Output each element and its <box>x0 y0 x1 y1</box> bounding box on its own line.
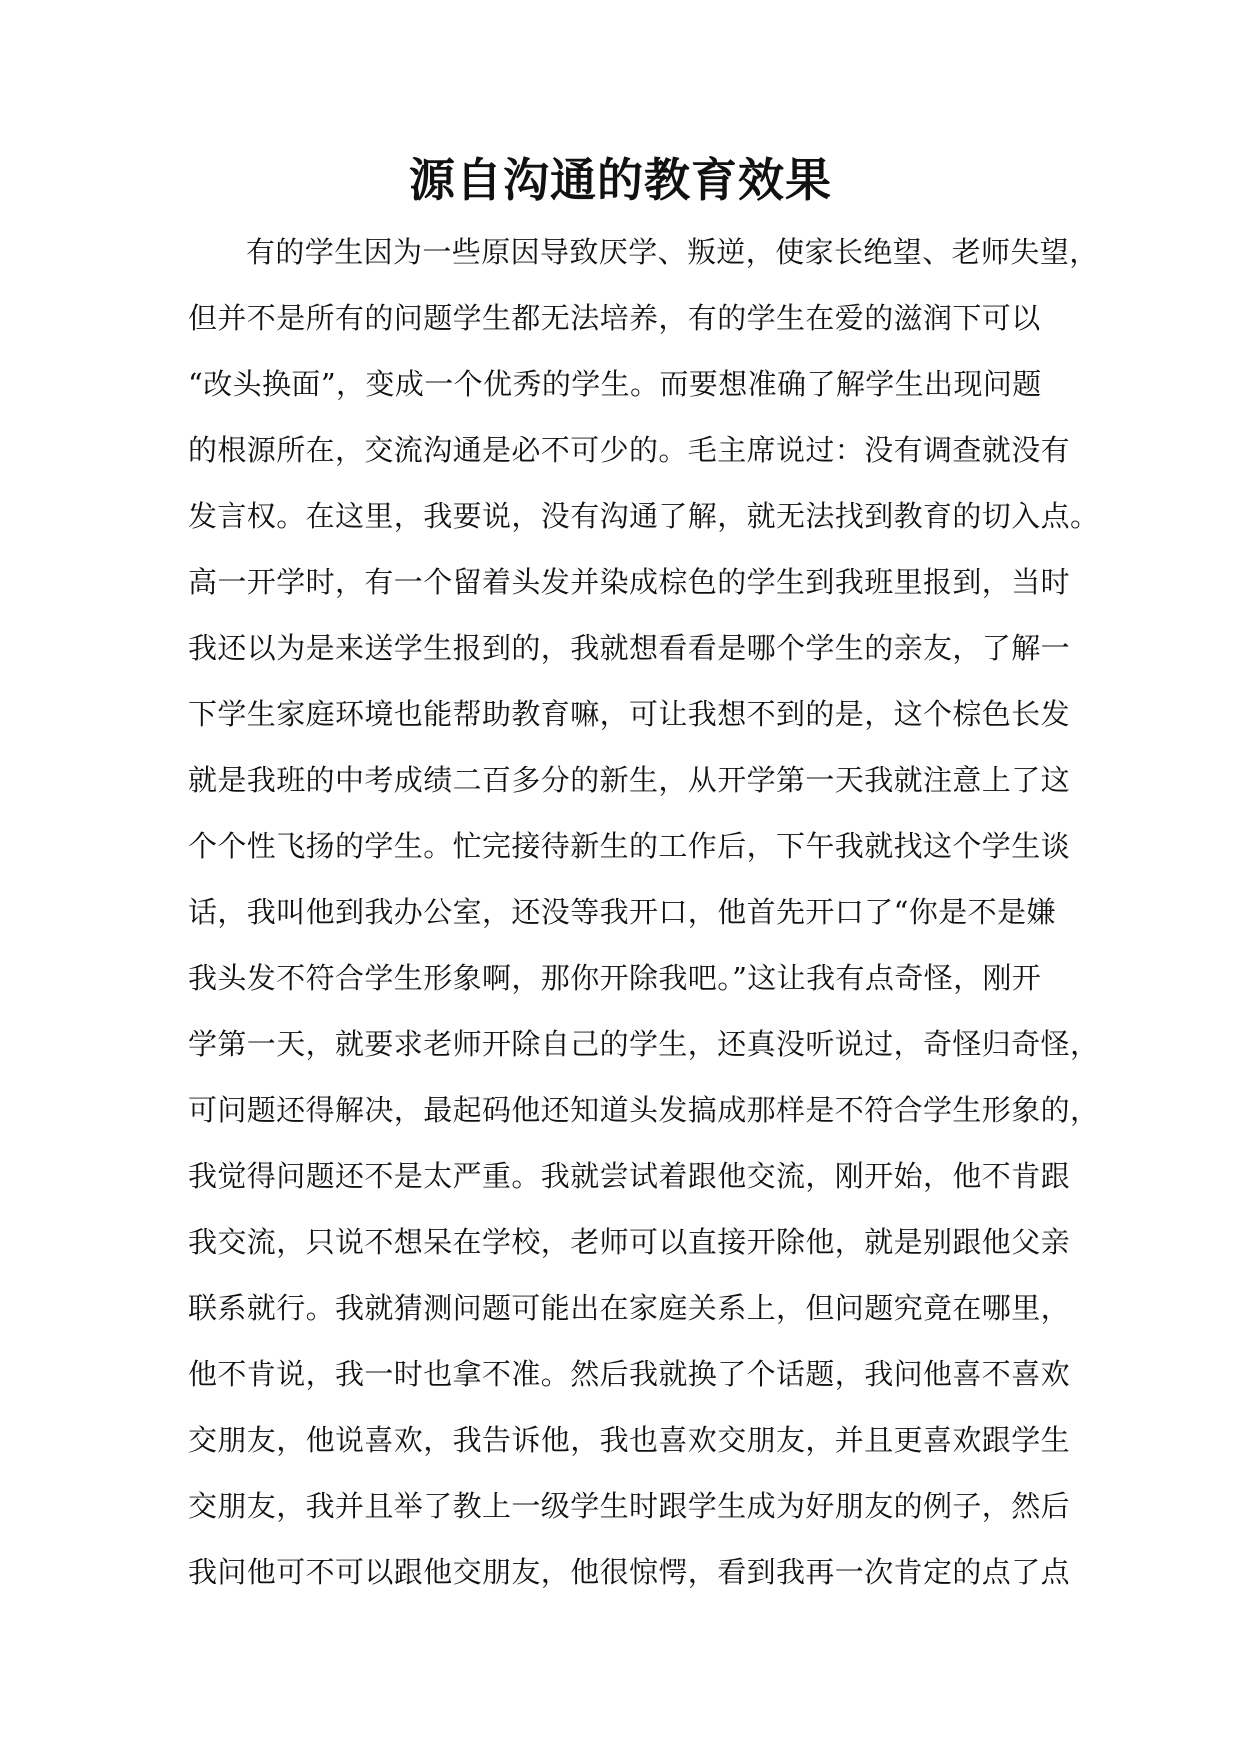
paragraph-line: 学第一天，就要求老师开除自己的学生，还真没听说过，奇怪归奇怪， <box>188 1027 1100 1061</box>
paragraph-line: 有的学生因为一些原因导致厌学、叛逆，使家长绝望、老师失望， <box>246 235 1099 269</box>
paragraph-line: 我交流，只说不想呆在学校，老师可以直接开除他，就是别跟他父亲 <box>188 1225 1071 1259</box>
paragraph-line: 联系就行。我就猜测问题可能出在家庭关系上，但问题究竟在哪里， <box>188 1291 1071 1325</box>
paragraph-line: 我觉得问题还不是太严重。我就尝试着跟他交流，刚开始，他不肯跟 <box>188 1159 1071 1193</box>
paragraph-line: 高一开学时，有一个留着头发并染成棕色的学生到我班里报到，当时 <box>188 565 1071 599</box>
paragraph-line: 话，我叫他到我办公室，还没等我开口，他首先开口了“你是不是嫌 <box>188 895 1056 929</box>
paragraph-line: 但并不是所有的问题学生都无法培养，有的学生在爱的滋润下可以 <box>188 301 1041 335</box>
paragraph-line: 发言权。在这里，我要说，没有沟通了解，就无法找到教育的切入点。 <box>188 499 1100 533</box>
paragraph-line: 我问他可不可以跟他交朋友，他很惊愕，看到我再一次肯定的点了点 <box>188 1555 1071 1589</box>
paragraph-line: 我还以为是来送学生报到的，我就想看看是哪个学生的亲友，了解一 <box>188 631 1071 665</box>
paragraph-line: 可问题还得解决，最起码他还知道头发搞成那样是不符合学生形象的， <box>188 1093 1100 1127</box>
paragraph-line: “改头换面”，变成一个优秀的学生。而要想准确了解学生出现问题 <box>188 367 1042 401</box>
paragraph-line: 个个性飞扬的学生。忙完接待新生的工作后，下午我就找这个学生谈 <box>188 829 1071 863</box>
paragraph-line: 下学生家庭环境也能帮助教育嘛，可让我想不到的是，这个棕色长发 <box>188 697 1071 731</box>
paragraph-line: 我头发不符合学生形象啊，那你开除我吧。”这让我有点奇怪，刚开 <box>188 961 1042 995</box>
document-title: 源自沟通的教育效果 <box>409 153 832 207</box>
paragraph-line: 就是我班的中考成绩二百多分的新生，从开学第一天我就注意上了这 <box>188 763 1071 797</box>
paragraph-line: 交朋友，我并且举了教上一级学生时跟学生成为好朋友的例子，然后 <box>188 1489 1071 1523</box>
document-body <box>188 219 1100 1605</box>
paragraph-line: 的根源所在，交流沟通是必不可少的。毛主席说过：没有调查就没有 <box>188 433 1071 467</box>
paragraph-line: 交朋友，他说喜欢，我告诉他，我也喜欢交朋友，并且更喜欢跟学生 <box>188 1423 1071 1457</box>
paragraph-line: 他不肯说，我一时也拿不准。然后我就换了个话题，我问他喜不喜欢 <box>188 1357 1071 1391</box>
